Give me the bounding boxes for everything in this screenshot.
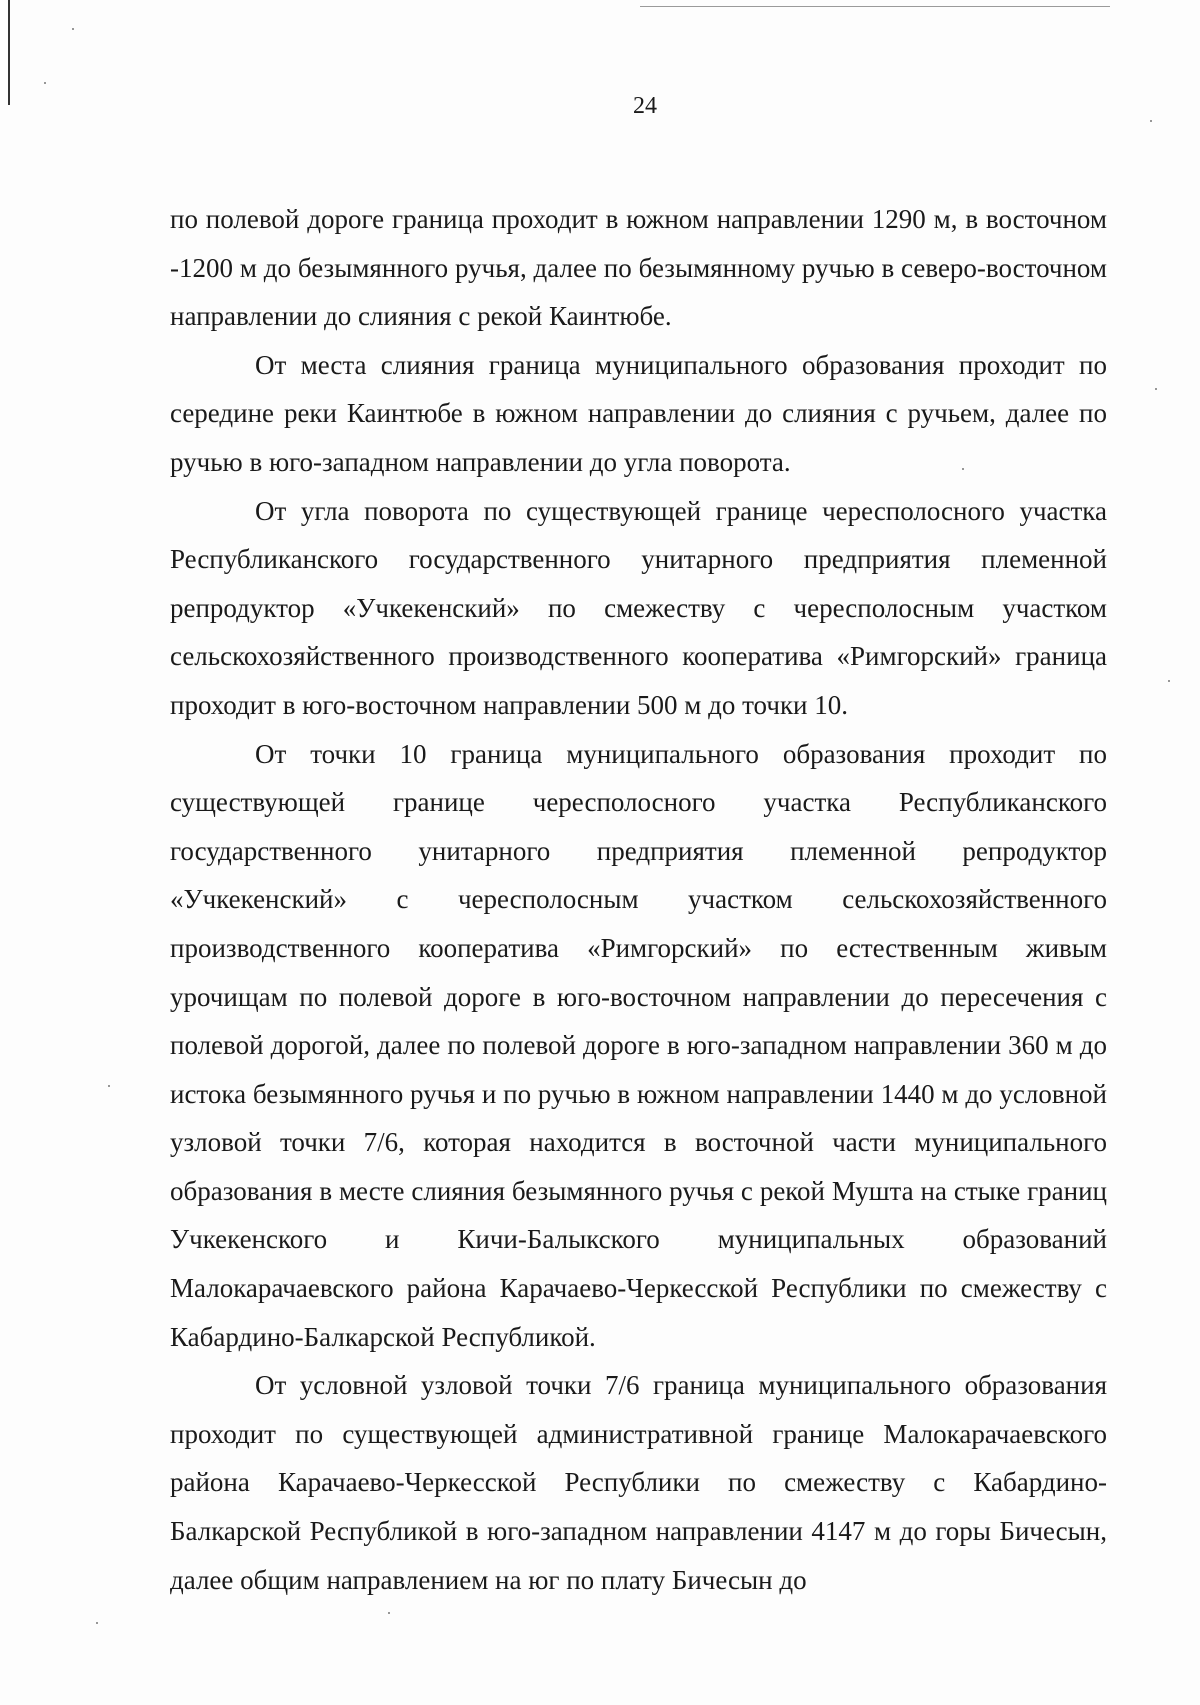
scan-speck [96, 1622, 98, 1624]
paragraph-4: От точки 10 граница муниципального образования проходит по существующей границе чересполосного участка Республиканского государственного унитарного предприятия племенной репродуктор «Учкекенский» с чересполосным участком сельскохозяйственного производственного кооператива «Римгорский» по естественным живым урочищам по полевой дороге в юго-восточном направлении до пересечения с полевой дорогой, далее по полевой дороге в юго-западном направлении 360 м до истока безымянного ручья и по ручью в южном направлении 1440 м до условной узловой точки 7/6, которая находится в восточной части муниципального образования в месте слияния безымянного ручья с рекой Мушта на стыке границ Учкекенского и Кичи-Балыкского муниципальных образований Малокарачаевского района Карачаево-Черкесской Республики по смежеству с Кабардино-Балкарской Республикой. [170, 738, 1107, 1352]
scan-speck [1150, 120, 1152, 122]
paragraph-1: по полевой дороге граница проходит в южном направлении 1290 м, в восточном -1200 м до безымянного ручья, далее по безымянному ручью в северо-восточном направлении до слияния с рекой Каинтюбе. [170, 204, 1107, 332]
paragraph-2: От места слияния граница муниципального образования проходит по середине реки Каинтюбе в южном направлении до слияния с ручьем, далее по ручью в юго-западном направлении до угла поворота. [170, 349, 1107, 477]
scan-top-rule [640, 6, 1110, 7]
scan-speck [72, 28, 74, 30]
scan-speck [388, 1612, 390, 1614]
scan-speck [44, 82, 46, 84]
page-number: 24 [633, 93, 657, 119]
scan-left-edge [8, 0, 10, 105]
scan-speck [962, 468, 964, 470]
scan-speck [1168, 680, 1170, 682]
paragraph-3: От угла поворота по существующей границе чересполосного участка Республиканского государственного унитарного предприятия племенной репродуктор «Учкекенский» по смежеству с чересполосным участком сельскохозяйственного производственного кооператива «Римгорский» граница проходит в юго-восточном направлении 500 м до точки 10. [170, 495, 1107, 720]
paragraph-5: От условной узловой точки 7/6 граница муниципального образования проходит по существующей административной границе Малокарачаевского района Карачаево-Черкесской Республики по смежеству с Кабардино-Балкарской Республикой в юго-западном направлении 4147 м до горы Бичесын, далее общим направлением на юг по плату Бичесын до [170, 1370, 1107, 1595]
scan-speck [1155, 388, 1157, 390]
document-body [170, 195, 1107, 1604]
scan-speck [108, 1085, 110, 1087]
